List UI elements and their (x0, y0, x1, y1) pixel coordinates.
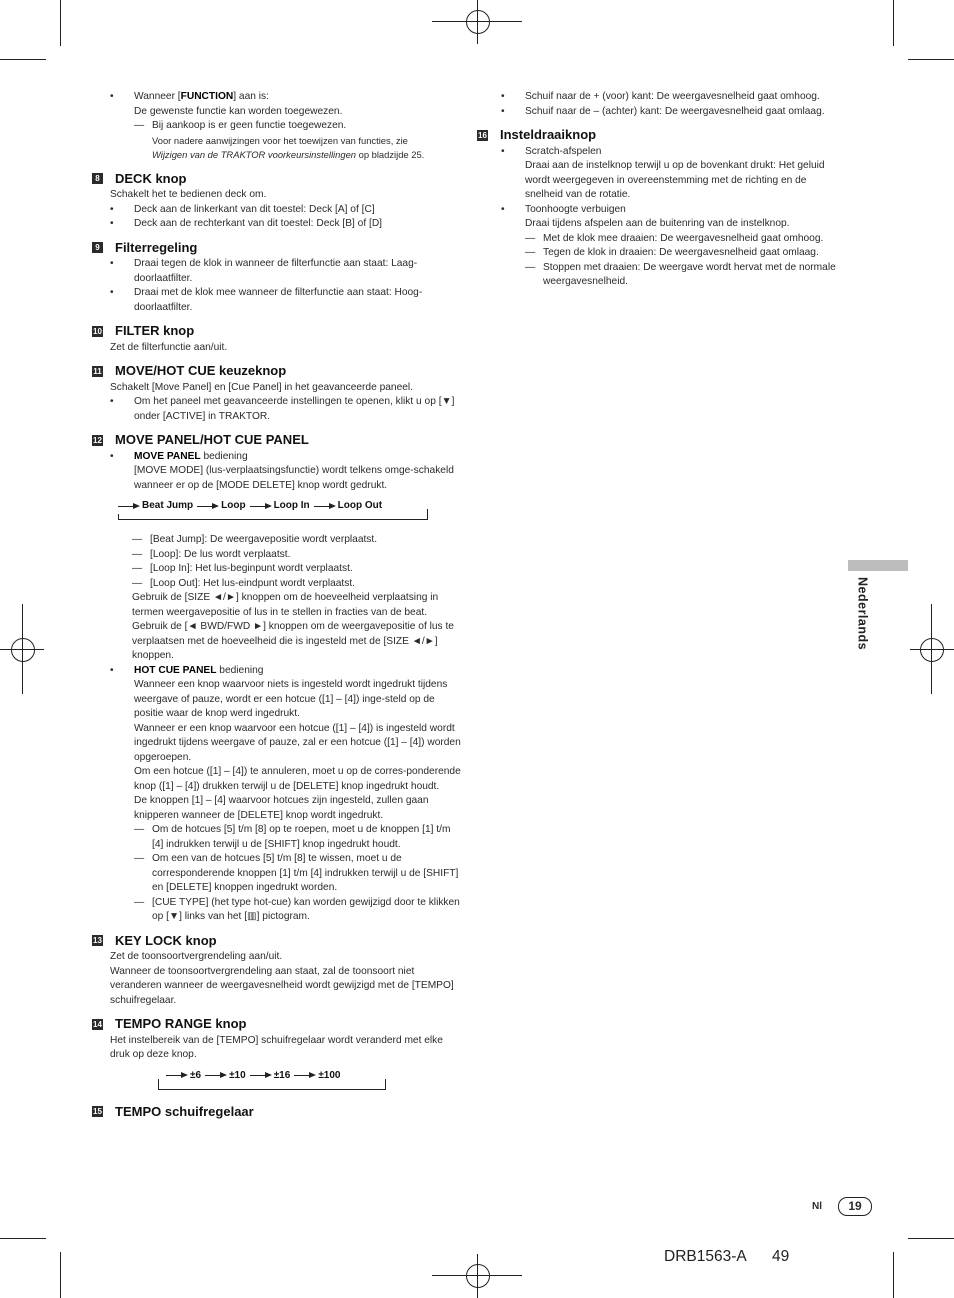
section-jog-dial-header: 16 Insteldraaiknop (478, 127, 597, 142)
crop-mark (0, 59, 46, 60)
flow-step: ±6 (190, 1069, 202, 1081)
list-item: • Draai met de klok mee wanneer de filterfunctie aan staat: Hoog-doorlaatfilter. (110, 287, 423, 313)
section-move-hotcue-header: 11 MOVE/HOT CUE keuzeknop (93, 363, 287, 378)
registration-circle (466, 1264, 490, 1288)
intro-bullet: • Wanneer [FUNCTION] aan is: De gewenste functie kan worden toegewezen. — Bij aankoop is er geen functie toegewezen. Voor nadere aanwijzingen voor het toewijzen van functies, zie Wijzigen van de TRAKTOR voorkeursinstellingen op bladzijde 25. (92, 90, 462, 163)
reference-note: Voor nadere aanwijzingen voor het toewijzen van functies, zie Wijzigen van de TRAKTOR voorkeursinstellingen op bladzijde 25. (152, 134, 425, 160)
paragraph: Gebruik de [SIZE ◄/►] knoppen om de hoeveelheid verplaatsing in termen weergavepositie of lus in te stellen in fracties van de beat. (132, 592, 439, 618)
list-item: • Deck aan de linkerkant van dit toestel: Deck [A] of [C] (110, 203, 375, 215)
flow-step: ±100 (318, 1069, 341, 1081)
crop-mark (908, 1238, 954, 1239)
section-text: Zet de toonsoortvergrendeling aan/uit. (110, 951, 283, 962)
dash-item: — Stoppen met draaien: De weergave wordt hervat met de normale weergavesnelheid. (525, 261, 836, 287)
dash-item: — [Beat Jump]: De weergavepositie wordt verplaatst. (132, 534, 378, 545)
dash-item: — [Loop]: De lus wordt verplaatst. (132, 548, 291, 560)
section-text: Schakelt [Move Panel] en [Cue Panel] in het geavanceerde paneel. (110, 381, 413, 393)
flow-step: ±10 (229, 1069, 246, 1081)
crop-mark (908, 59, 954, 60)
right-column (477, 90, 847, 290)
list-item: • Deck aan de rechterkant van dit toestel: Deck [B] of [D] (110, 218, 383, 229)
crop-mark (60, 0, 61, 46)
left-column (92, 90, 462, 1121)
print-page-number: 49 (772, 1248, 790, 1265)
dash-item: — Bij aankoop is er geen functie toegewezen. (134, 120, 347, 131)
tempo-range-flow-diagram (158, 1069, 386, 1091)
list-item: • Schuif naar de + (voor) kant: De weergavesnelheid gaat omhoog. (501, 91, 820, 102)
crop-mark (893, 1252, 894, 1298)
dash-item: — [CUE TYPE] (het type hot-cue) kan worden gewijzigd door te klikken op [▼] links van het [▥] pictogram. (134, 896, 460, 922)
flow-step: ±16 (273, 1069, 291, 1081)
crop-mark (893, 0, 894, 46)
language-label: Nederlands (855, 577, 870, 651)
dash-item: — Om een van de hotcues [5] t/m [8] te wissen, moet u de corresponderende knoppen [1] t/m [4] indrukken terwijl u de [SHIFT] en [DELETE] knoppen ingedrukt worden. (134, 853, 459, 893)
dash-item: — Tegen de klok in draaien: De weergavesnelheid gaat omlaag. (525, 247, 819, 258)
section-deck-text: Schakelt het te bedienen deck om. (110, 189, 267, 200)
list-item: • Scratch-afspelen Draai aan de instelknop terwijl u op de bovenkant drukt: Het geluid wordt weergegeven in overeenstemming met de richting en de snelheid van de rotatie. (501, 145, 825, 200)
bullet-icon: • (110, 91, 114, 102)
list-item: • Toonhoogte verbuigen Draai tijdens afspelen aan de buitenring van de instelknop. — Met de klok mee draaien: De weergavesnelheid gaat omhoog. — Tegen de klok in draaien: De weergavesnelheid gaat omlaag. — Stoppen met draaien: De weergave wordt hervat met de normale weergavesnelheid. (477, 203, 847, 290)
paragraph: Gebruik de [◄ BWD/FWD ►] knoppen om de weergavepositie of lus te verplaatsen met de hoeveelheid die is ingesteld met de [SIZE ◄/►] knoppen. (132, 621, 454, 661)
document-code: DRB1563-A (664, 1248, 747, 1265)
list-item: • HOT CUE PANEL bediening Wanneer een knop waarvoor niets is ingesteld wordt ingedrukt tijdens weergave of pauze, wordt er een hotcue ([1] – [4]) inge-steld op de positie waar de knop werd ingedrukt. Wanneer er een knop waarvoor een hotcue ([1] – [4]) is ingesteld wordt ingedrukt tijdens weergave of pauze, zal er een hotcue ([1] – [4]) worden opgeroepen. Om een hotcue ([1] – [4]) te annuleren, moet u op de corres-ponderende knop ([1] – [4]) drukken terwijl u de [DELETE] knop ingedrukt houdt. De knoppen [1] – [4] waarvoor hotcues zijn ingesteld, zullen gaan knipperen wanneer de [DELETE] knop wordt ingedrukt. — Om de hotcues [5] t/m [8] op te roepen, moet u de knoppen [1] t/m [4] indrukken terwijl u de [SHIFT] knop ingedrukt houdt. — Om een van de hotcues [5] t/m [8] te wissen, moet u de corresponderende knoppen [1] t/m [4] indrukken terwijl u de [SHIFT] en [DELETE] knoppen ingedrukt worden. — [CUE TYPE] (het type hot-cue) kan worden gewijzigd door te klikken op [▼] links van het [▥] pictogram. (92, 664, 462, 925)
section-key-lock-header: 13 KEY LOCK knop (93, 932, 217, 948)
section-filter-knop-header: 10 FILTER knop (93, 323, 195, 338)
section-move-panel-header: 12 MOVE PANEL/HOT CUE PANEL (93, 432, 309, 447)
section-text: Wanneer de toonsoortvergrendeling aan staat, zal de toonsoort niet veranderen wanneer de weergavesnelheid wordt gewijzigd met de [TEMPO] schuifregelaar. (110, 965, 454, 1006)
flow-step: Loop (221, 500, 246, 511)
list-item: • Draai tegen de klok in wanneer de filterfunctie aan staat: Laag-doorlaatfilter. (110, 258, 418, 284)
list-item: • MOVE PANEL bediening [MOVE MODE] (lus-verplaatsingsfunctie) wordt telkens omge-schakeld wanneer er op de [MODE DELETE] knop wordt gedrukt. (110, 450, 454, 491)
flow-step: Beat Jump (142, 500, 194, 511)
crop-mark (0, 1238, 46, 1239)
flow-step: Loop Out (337, 500, 383, 511)
dash-item: — Met de klok mee draaien: De weergavesnelheid gaat omhoog. (525, 232, 824, 244)
section-tempo-slider-header: 15 TEMPO schuifregelaar (93, 1103, 254, 1119)
dash-item: — [Loop In]: Het lus-beginpunt wordt verplaatst. (132, 563, 353, 574)
section-tempo-range-header: 14 TEMPO RANGE knop (93, 1016, 247, 1031)
flow-step: Loop In (273, 500, 310, 511)
dash-item: — Om de hotcues [5] t/m [8] op te roepen, moet u de knoppen [1] t/m [4] indrukken terwijl u de [SHIFT] knop ingedrukt houdt. (134, 824, 451, 850)
section-text: Zet de filterfunctie aan/uit. (110, 341, 228, 353)
registration-circle (466, 10, 490, 34)
language-tab (848, 560, 908, 571)
crop-mark (60, 1252, 61, 1298)
list-item: • Om het paneel met geavanceerde instellingen te openen, klikt u op [▼] onder [ACTIVE] in TRAKTOR. (110, 396, 455, 422)
section-deck-header: 8 DECK knop (92, 172, 462, 187)
dash-item: — [Loop Out]: Het lus-eindpunt wordt verplaatst. (132, 577, 355, 589)
section-filter-header: 9 Filterregeling (92, 241, 462, 256)
registration-circle (920, 638, 944, 662)
registration-circle (11, 638, 35, 662)
move-mode-flow-diagram (118, 499, 428, 521)
list-item: • Schuif naar de – (achter) kant: De weergavesnelheid gaat omlaag. (501, 105, 825, 117)
footer-language: Nl (812, 1201, 822, 1212)
section-text: Het instelbereik van de [TEMPO] schuifregelaar wordt veranderd met elke druk op deze knop. (110, 1034, 443, 1060)
page-number: 19 (838, 1197, 872, 1216)
